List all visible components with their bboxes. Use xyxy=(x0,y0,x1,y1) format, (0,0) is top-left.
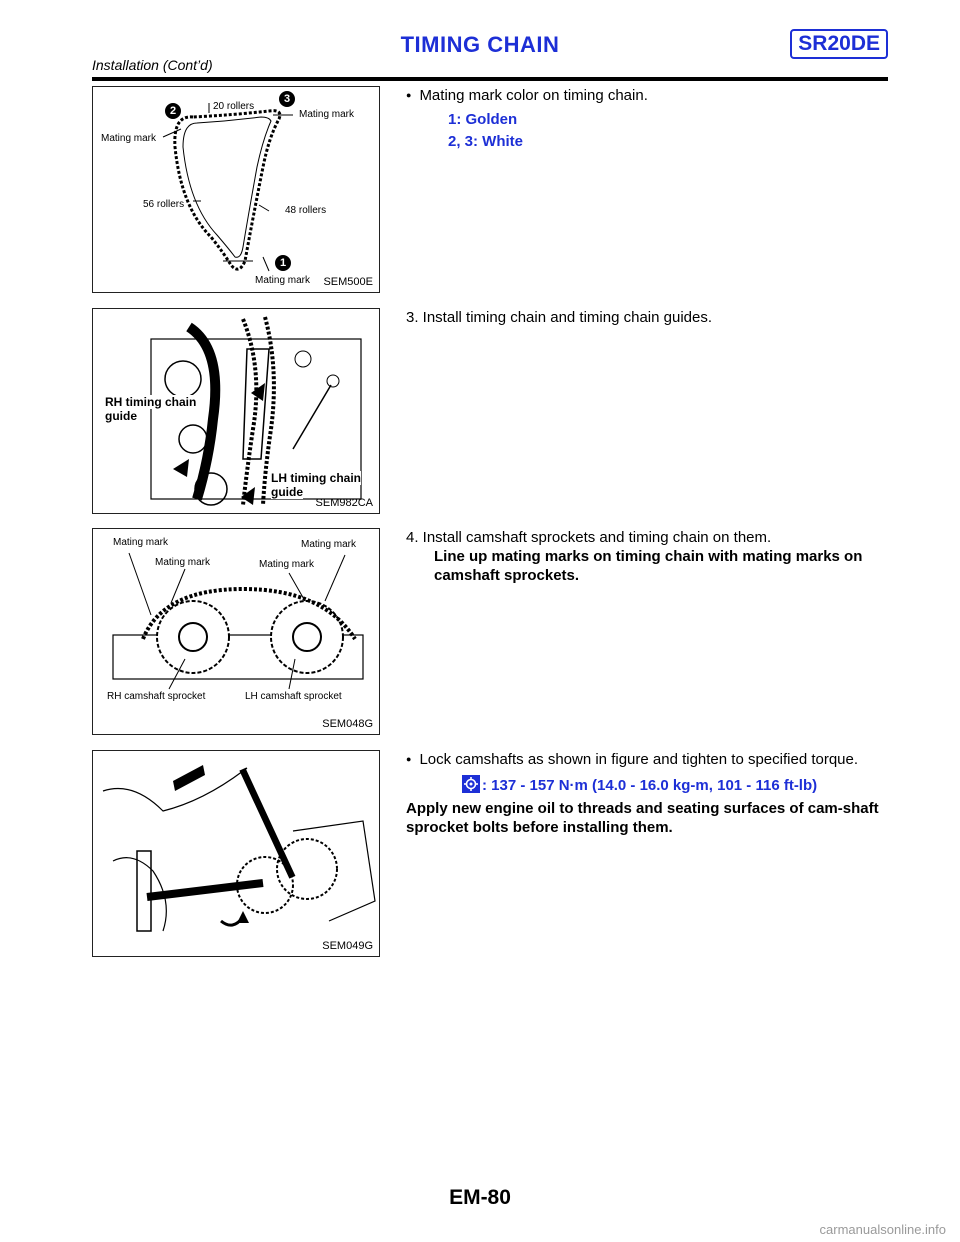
bullet-lock-camshafts: ● Lock camshafts as shown in figure and tighten to specified torque. xyxy=(406,750,892,771)
figure-code: SEM500E xyxy=(323,276,373,288)
figure-code: SEM982CA xyxy=(315,497,373,509)
figure-lock-camshafts xyxy=(92,750,380,957)
label-lh-camshaft-sprocket: LH camshaft sprocket xyxy=(245,691,342,702)
label-mating-mark-bottom: Mating mark xyxy=(255,275,311,286)
page-title: TIMING CHAIN xyxy=(400,32,560,57)
bullet-mating-mark-color: ● Mating mark color on timing chain. xyxy=(406,86,892,107)
label-56-rollers: 56 rollers xyxy=(143,199,185,210)
color-golden: 1: Golden xyxy=(448,111,518,128)
step-3: 3. Install timing chain and timing chain guides. xyxy=(406,309,713,326)
section-subheading: Installation (Cont’d) xyxy=(92,57,213,73)
torque-spec xyxy=(406,775,892,795)
label-mating-mark-4: Mating mark xyxy=(259,559,315,570)
figure-code: SEM049G xyxy=(322,940,373,952)
section-chain-colors xyxy=(406,86,892,151)
oil-note: Apply new engine oil to threads and seating surfaces of cam-shaft sprocket bolts before installing them. xyxy=(406,800,879,836)
label-mating-mark-top: Mating mark xyxy=(299,109,355,120)
wrench-drawing xyxy=(93,751,380,957)
label-lh-guide-2: guide xyxy=(271,485,303,499)
page-number: EM-80 xyxy=(449,1186,511,1209)
color-white: 2, 3: White xyxy=(448,133,524,150)
label-20-rollers: 20 rollers xyxy=(213,101,255,112)
figure-chain-guides xyxy=(92,308,380,514)
torque-value: : 137 - 157 N·m (14.0 - 16.0 kg-m, 101 - 116 ft-lb) xyxy=(482,777,818,794)
step-4-note: Line up mating marks on timing chain with mating marks on camshaft sprockets. xyxy=(434,548,863,584)
figure-chain-rollers xyxy=(92,86,380,293)
figure-code: SEM048G xyxy=(322,718,373,730)
section-torque xyxy=(406,750,892,837)
section-step-4 xyxy=(406,528,892,585)
figure-camshaft-sprockets xyxy=(92,528,380,735)
label-rh-guide-1: RH timing chain xyxy=(105,395,197,409)
label-mating-mark-2: Mating mark xyxy=(155,557,211,568)
model-badge: SR20DE xyxy=(790,29,888,59)
mark-2-icon: 2 xyxy=(165,103,181,119)
mark-3-icon: 3 xyxy=(279,91,295,107)
label-48-rollers: 48 rollers xyxy=(285,205,327,216)
label-mating-mark-1: Mating mark xyxy=(113,537,169,548)
label-mating-mark-3: Mating mark xyxy=(301,539,357,550)
label-mating-mark-left: Mating mark xyxy=(101,133,157,144)
watermark: carmanualsonline.info xyxy=(819,1222,946,1237)
torque-wrench-icon xyxy=(462,775,480,793)
header-rule xyxy=(92,77,888,81)
label-rh-guide-2: guide xyxy=(105,409,137,423)
step-4: 4. Install camshaft sprockets and timing chain on them. xyxy=(406,529,772,546)
label-lh-guide-1: LH timing chain xyxy=(271,471,361,485)
label-rh-camshaft-sprocket: RH camshaft sprocket xyxy=(107,691,206,702)
sprockets-drawing xyxy=(93,529,380,735)
mark-1-icon: 1 xyxy=(275,255,291,271)
